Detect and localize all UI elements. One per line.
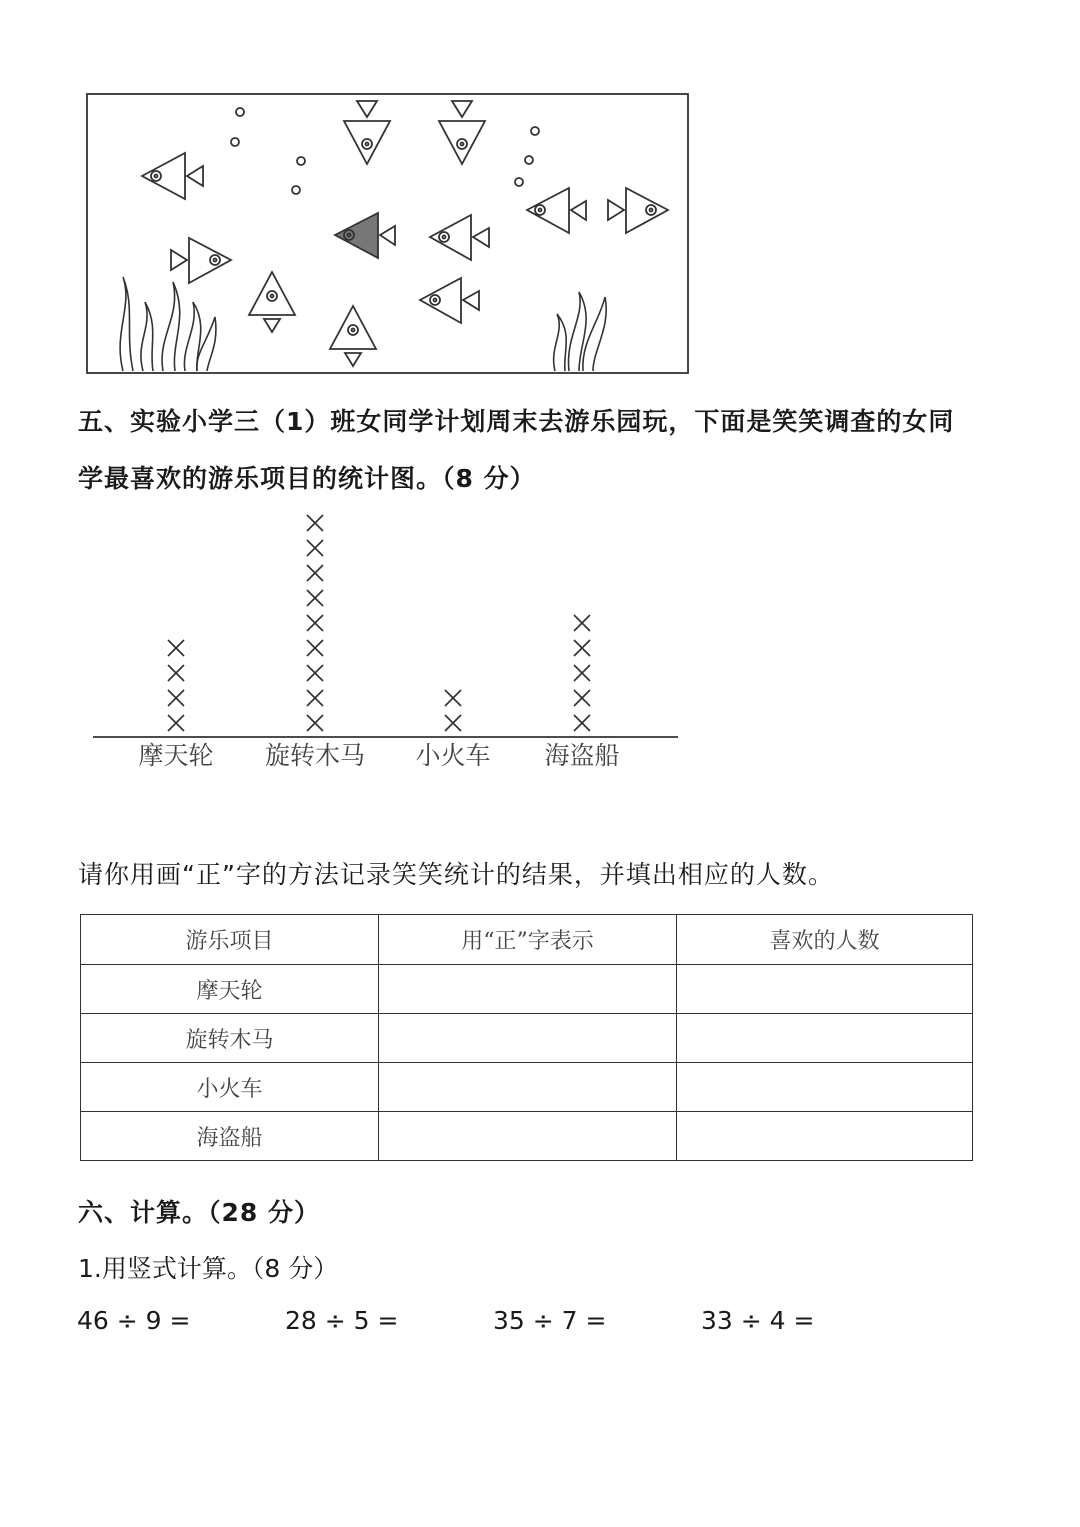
section6-heading: 六、计算。（28 分） bbox=[78, 1198, 320, 1227]
fish-left-5 bbox=[420, 278, 479, 323]
tally-table bbox=[80, 914, 973, 1161]
table-row bbox=[81, 1112, 973, 1161]
category-label: 旋转木马 bbox=[264, 741, 366, 770]
fish-left-4 bbox=[527, 188, 586, 233]
x-mark bbox=[445, 690, 461, 706]
fish-down-2 bbox=[439, 101, 485, 164]
x-mark bbox=[307, 515, 323, 531]
header-ride: 游乐项目 bbox=[81, 915, 379, 965]
x-mark bbox=[574, 615, 590, 631]
division-expression-1: 46 ÷ 9 = bbox=[77, 1306, 191, 1335]
division-expression-2: 28 ÷ 5 = bbox=[285, 1306, 399, 1335]
tally-cell[interactable] bbox=[379, 1014, 677, 1063]
table-row bbox=[81, 965, 973, 1014]
header-count: 喜欢的人数 bbox=[677, 915, 973, 965]
x-mark bbox=[307, 690, 323, 706]
table-row bbox=[81, 1063, 973, 1112]
x-mark bbox=[307, 565, 323, 581]
ride-name: 海盗船 bbox=[81, 1112, 379, 1161]
count-cell[interactable] bbox=[677, 1063, 973, 1112]
ride-name: 摩天轮 bbox=[81, 965, 379, 1014]
fish-right-1 bbox=[171, 238, 231, 283]
x-mark bbox=[574, 690, 590, 706]
header-tally: 用“正”字表示 bbox=[379, 915, 677, 965]
count-cell[interactable] bbox=[677, 965, 973, 1014]
x-mark bbox=[574, 640, 590, 656]
tank-border bbox=[87, 94, 688, 373]
fish-down-1 bbox=[344, 101, 390, 164]
fish-left-3 bbox=[430, 215, 489, 260]
x-mark bbox=[168, 715, 184, 731]
x-mark bbox=[307, 665, 323, 681]
table-row bbox=[81, 1014, 973, 1063]
division-expression-3: 35 ÷ 7 = bbox=[493, 1306, 607, 1335]
x-mark bbox=[307, 590, 323, 606]
x-mark bbox=[445, 715, 461, 731]
instruction-text: 请你用画“正”字的方法记录笑笑统计的结果，并填出相应的人数。 bbox=[78, 860, 834, 889]
ride-name: 旋转木马 bbox=[81, 1014, 379, 1063]
fish-left-1 bbox=[142, 153, 203, 199]
category-label: 海盗船 bbox=[544, 741, 620, 770]
x-mark bbox=[168, 690, 184, 706]
pictograph-chart bbox=[90, 505, 690, 785]
x-mark bbox=[168, 665, 184, 681]
seaweed-right bbox=[554, 292, 607, 371]
section5-heading-line2: 学最喜欢的游乐项目的统计图。（8 分） bbox=[78, 464, 536, 493]
tally-cell[interactable] bbox=[379, 1112, 677, 1161]
count-cell[interactable] bbox=[677, 1014, 973, 1063]
fish-right-2 bbox=[608, 188, 668, 233]
x-mark bbox=[307, 615, 323, 631]
x-mark bbox=[307, 540, 323, 556]
table-header-row bbox=[81, 915, 973, 965]
division-expression-4: 33 ÷ 4 = bbox=[701, 1306, 815, 1335]
category-label: 摩天轮 bbox=[138, 741, 214, 770]
x-mark bbox=[307, 715, 323, 731]
tally-cell[interactable] bbox=[379, 1063, 677, 1112]
tally-cell[interactable] bbox=[379, 965, 677, 1014]
category-label: 小火车 bbox=[415, 741, 491, 770]
fish-left-2-shaded bbox=[335, 213, 395, 258]
seaweed-left bbox=[120, 277, 216, 371]
ride-name: 小火车 bbox=[81, 1063, 379, 1112]
x-mark bbox=[574, 715, 590, 731]
sub-question-1: 1.用竖式计算。（8 分） bbox=[78, 1254, 339, 1283]
count-cell[interactable] bbox=[677, 1112, 973, 1161]
section5-heading-line1: 五、实验小学三（1）班女同学计划周末去游乐园玩，下面是笑笑调查的女同 bbox=[78, 407, 955, 436]
fish-up-1 bbox=[249, 272, 295, 332]
x-mark bbox=[307, 640, 323, 656]
fish-up-2 bbox=[330, 306, 376, 366]
x-mark bbox=[168, 640, 184, 656]
fish-tank-figure bbox=[85, 92, 691, 376]
x-mark bbox=[574, 665, 590, 681]
